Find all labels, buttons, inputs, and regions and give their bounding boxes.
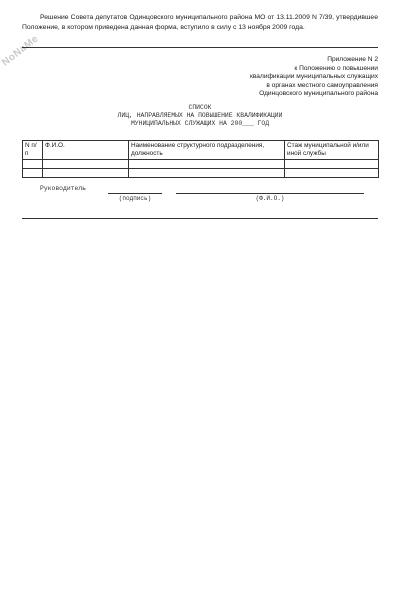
table-header-row [23, 141, 379, 160]
list-title-line-3: МУНИЦИПАЛЬНЫХ СЛУЖАЩИХ НА 200___ ГОД [130, 120, 270, 127]
table-cell[interactable] [129, 169, 285, 178]
fio-caption: (Ф.И.О.) [255, 195, 285, 202]
appendix-line-1: Приложение N 2 [327, 56, 378, 63]
table-row [23, 160, 379, 169]
table-cell[interactable] [43, 169, 129, 178]
table-cell[interactable] [285, 169, 379, 178]
table-cell[interactable] [43, 160, 129, 169]
employees-table [22, 140, 379, 178]
list-title-line-1: СПИСОК [188, 104, 212, 111]
header-department-position: Наименование структурного подразделения, должность [129, 141, 285, 160]
list-title [22, 104, 378, 128]
header-number: N п/п [23, 141, 43, 160]
divider-top [22, 47, 378, 48]
divider-bottom [22, 218, 378, 219]
watermark: NoNaMe [0, 33, 41, 69]
header-service-length: Стаж муниципальной и/или иной службы [285, 141, 379, 160]
appendix-line-5: Одинцовского муниципального района [259, 90, 378, 98]
signature-line[interactable] [108, 193, 162, 194]
decree-note: Решение Совета депутатов Одинцовского муниципального района МО от 13.11.2009 N 7/39, утвердившее Положение, в котором приведена данная форма, вступило в силу с 13 ноября 2009 года. [22, 14, 378, 31]
fio-line[interactable] [176, 193, 364, 194]
table-cell[interactable] [23, 160, 43, 169]
table-row [23, 169, 379, 178]
table-cell[interactable] [285, 160, 379, 169]
appendix-line-3: квалификации муниципальных служащих [249, 73, 378, 81]
appendix-header [178, 56, 378, 99]
list-title-line-2: ЛИЦ, НАПРАВЛЯЕМЫХ НА ПОВЫШЕНИЕ КВАЛИФИКАЦИИ [117, 112, 283, 119]
signature-caption: (подпись) [118, 195, 152, 202]
appendix-line-2: к Положению о повышении [294, 64, 378, 72]
signature-label: Руководитель [40, 185, 87, 192]
appendix-line-4: в органах местного самоуправления [266, 81, 378, 89]
header-fio: Ф.И.О. [43, 141, 129, 160]
table-cell[interactable] [23, 169, 43, 178]
table-cell[interactable] [129, 160, 285, 169]
